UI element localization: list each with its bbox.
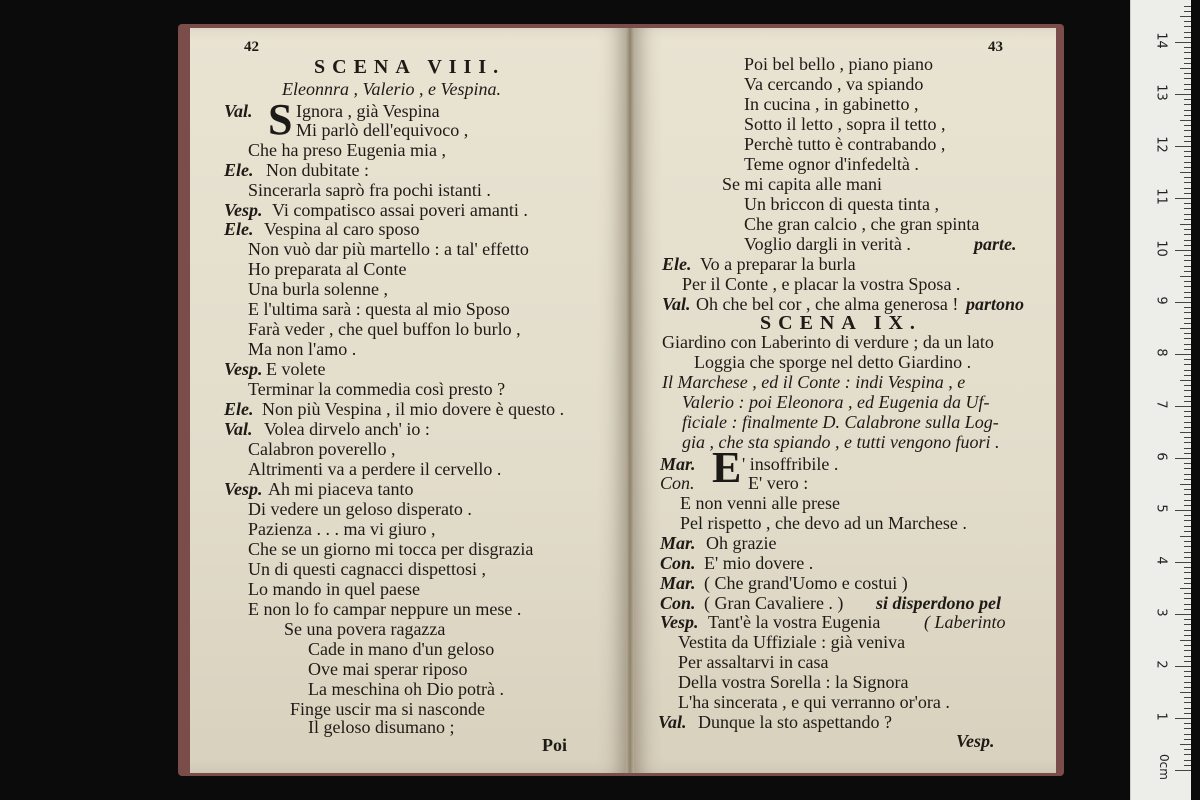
ruler-tick bbox=[1184, 99, 1191, 100]
stage-direction: gia , che sta spiando , e tutti vengono fuori . bbox=[682, 432, 1000, 452]
ruler-tick bbox=[1184, 390, 1191, 391]
ruler-tick bbox=[1175, 458, 1191, 459]
ruler-tick bbox=[1184, 630, 1191, 631]
ruler-tick bbox=[1184, 687, 1191, 688]
ruler-tick bbox=[1184, 240, 1191, 241]
ruler-tick bbox=[1184, 676, 1191, 677]
stage-aside: ( Laberinto bbox=[924, 612, 1006, 632]
verse-line: Sincerarla saprò fra pochi istanti . bbox=[248, 180, 491, 200]
speaker: Con. bbox=[660, 473, 695, 493]
book-gutter bbox=[626, 28, 634, 773]
verse-line: Non vuò dar più martello : a tal' effetto bbox=[248, 239, 529, 259]
ruler-number: 14 bbox=[1153, 32, 1169, 49]
ruler-tick bbox=[1184, 260, 1191, 261]
ruler-tick bbox=[1184, 323, 1191, 324]
speaker: Con. bbox=[660, 593, 696, 613]
ruler-tick bbox=[1184, 619, 1191, 620]
page-number-left: 42 bbox=[244, 39, 259, 55]
ruler-tick bbox=[1184, 427, 1191, 428]
ruler-tick bbox=[1184, 21, 1191, 22]
verse-line: Ho preparata al Conte bbox=[248, 259, 407, 279]
ruler-tick bbox=[1175, 510, 1191, 511]
ruler-tick bbox=[1184, 598, 1191, 599]
ruler-tick bbox=[1184, 552, 1191, 553]
ruler-tick bbox=[1184, 734, 1191, 735]
ruler-tick bbox=[1184, 546, 1191, 547]
aria-line: Perchè tutto è contrabando , bbox=[744, 134, 946, 154]
ruler-tick bbox=[1175, 42, 1191, 43]
ruler-tick bbox=[1184, 203, 1191, 204]
ruler-tick bbox=[1180, 16, 1191, 17]
ruler-tick bbox=[1184, 635, 1191, 636]
verse-line: Oh che bel cor , che alma generosa ! bbox=[696, 294, 959, 314]
scene-characters: Eleonnra , Valerio , e Vespina. bbox=[282, 79, 501, 99]
aria-line: Cade in mano d'un geloso bbox=[308, 639, 495, 659]
ruler-tick bbox=[1184, 89, 1191, 90]
ruler-tick bbox=[1184, 411, 1191, 412]
ruler-tick bbox=[1184, 11, 1191, 12]
ruler-tick bbox=[1184, 219, 1191, 220]
ruler-tick bbox=[1184, 531, 1191, 532]
verse-line: Pel rispetto , che devo ad un Marchese . bbox=[680, 513, 967, 533]
ruler-tick bbox=[1180, 744, 1191, 745]
scene-heading-ix: SCENA IX. bbox=[760, 312, 922, 334]
ruler-tick bbox=[1180, 276, 1191, 277]
ruler-tick bbox=[1184, 151, 1191, 152]
ruler-tick bbox=[1175, 198, 1191, 199]
speaker: Vesp. bbox=[224, 359, 263, 379]
ruler-tick bbox=[1175, 406, 1191, 407]
speaker: Vesp. bbox=[660, 612, 699, 632]
stage-direction: Il Marchese , ed il Conte : indi Vespina , e bbox=[662, 372, 966, 392]
ruler-tick bbox=[1184, 307, 1191, 308]
aria-line: Se mi capita alle mani bbox=[722, 174, 882, 194]
ruler-tick bbox=[1184, 583, 1191, 584]
stage-direction: ficiale : finalmente D. Calabrone sulla Log- bbox=[682, 412, 999, 432]
ruler-tick bbox=[1184, 375, 1191, 376]
measuring-ruler bbox=[1130, 0, 1191, 800]
ruler-tick bbox=[1184, 500, 1191, 501]
ruler-tick bbox=[1184, 182, 1191, 183]
drop-cap-e: E bbox=[712, 443, 742, 492]
speaker: Vesp. bbox=[224, 200, 263, 220]
verse-line: Terminar la commedia così presto ? bbox=[248, 379, 506, 399]
ruler-tick bbox=[1184, 281, 1191, 282]
ruler-tick bbox=[1180, 536, 1191, 537]
ruler-number bbox=[1154, 0, 1169, 1]
ruler-number: 5 bbox=[1153, 504, 1169, 513]
ruler-tick bbox=[1184, 728, 1191, 729]
ruler-tick bbox=[1184, 52, 1191, 53]
ruler-tick bbox=[1180, 484, 1191, 485]
ruler-tick bbox=[1175, 770, 1191, 771]
ruler-number: 10 bbox=[1153, 240, 1169, 257]
ruler-tick bbox=[1184, 271, 1191, 272]
ruler-tick bbox=[1184, 130, 1191, 131]
ruler-tick bbox=[1184, 125, 1191, 126]
ruler-tick bbox=[1184, 333, 1191, 334]
aria-line: Sotto il letto , sopra il tetto , bbox=[744, 114, 946, 134]
speaker: Val. bbox=[658, 712, 687, 732]
ruler-number: 11 bbox=[1153, 188, 1169, 205]
ruler-tick bbox=[1184, 141, 1191, 142]
ruler-tick bbox=[1180, 432, 1191, 433]
verse-line: Volea dirvelo anch' io : bbox=[264, 419, 430, 439]
ruler-tick bbox=[1184, 234, 1191, 235]
verse-line: Dunque la sto aspettando ? bbox=[698, 712, 892, 732]
ruler-number: 7 bbox=[1153, 400, 1169, 409]
scene-setting: Giardino con Laberinto di verdure ; da un lato bbox=[662, 332, 994, 352]
ruler-tick bbox=[1184, 115, 1191, 116]
ruler-tick bbox=[1184, 765, 1191, 766]
ruler-tick bbox=[1175, 94, 1191, 95]
ruler-tick bbox=[1184, 754, 1191, 755]
verse-line: Vespina al caro sposo bbox=[264, 219, 420, 239]
ruler-tick bbox=[1184, 708, 1191, 709]
page-number-right: 43 bbox=[988, 39, 1003, 55]
ruler-tick bbox=[1184, 193, 1191, 194]
aria-line: La meschina oh Dio potrà . bbox=[308, 679, 504, 699]
ruler-tick bbox=[1184, 520, 1191, 521]
aria-line: Che gran calcio , che gran spinta bbox=[744, 214, 980, 234]
ruler-number: 8 bbox=[1153, 348, 1169, 357]
ruler-tick bbox=[1184, 650, 1191, 651]
ruler-number: 1 bbox=[1153, 712, 1169, 721]
verse-line: Vo a preparar la burla bbox=[700, 254, 856, 274]
speaker: Mar. bbox=[660, 454, 696, 474]
ruler-tick bbox=[1184, 661, 1191, 662]
ruler-tick bbox=[1184, 479, 1191, 480]
ruler-tick bbox=[1184, 37, 1191, 38]
verse-line: Mi parlò dell'equivoco , bbox=[296, 120, 469, 140]
ruler-tick bbox=[1184, 489, 1191, 490]
ruler-tick bbox=[1184, 526, 1191, 527]
ruler-tick bbox=[1184, 723, 1191, 724]
ruler-unit-label: 0cm bbox=[1157, 754, 1171, 780]
ruler-tick bbox=[1180, 692, 1191, 693]
ruler-tick bbox=[1184, 297, 1191, 298]
ruler-tick bbox=[1184, 63, 1191, 64]
ruler-tick bbox=[1184, 266, 1191, 267]
ruler-tick bbox=[1184, 702, 1191, 703]
ruler-tick bbox=[1175, 146, 1191, 147]
verse-line: Non dubitate : bbox=[266, 160, 369, 180]
verse-line: Ma non l'amo . bbox=[248, 339, 357, 359]
ruler-tick bbox=[1184, 453, 1191, 454]
ruler-tick bbox=[1184, 6, 1191, 7]
ruler-number: 2 bbox=[1153, 660, 1169, 669]
ruler-tick bbox=[1180, 172, 1191, 173]
aria-line: In cucina , in gabinetto , bbox=[744, 94, 919, 114]
ruler-tick bbox=[1175, 562, 1191, 563]
ruler-tick bbox=[1184, 110, 1191, 111]
verse-line: Ah mi piaceva tanto bbox=[268, 479, 414, 499]
aria-line: Voglio dargli in verità . bbox=[744, 234, 911, 254]
speaker: Ele. bbox=[662, 254, 692, 274]
ruler-tick bbox=[1184, 214, 1191, 215]
ruler-tick bbox=[1184, 385, 1191, 386]
drop-cap-s: S bbox=[268, 95, 293, 144]
verse-line: E volete bbox=[266, 359, 326, 379]
ruler-tick bbox=[1184, 645, 1191, 646]
ruler-tick bbox=[1184, 448, 1191, 449]
ruler-tick bbox=[1184, 156, 1191, 157]
verse-line: Una burla solenne , bbox=[248, 279, 388, 299]
ruler-tick bbox=[1180, 380, 1191, 381]
verse-line: Vestita da Uffiziale : già veniva bbox=[678, 632, 906, 652]
ruler-tick bbox=[1184, 505, 1191, 506]
verse-line: E' vero : bbox=[748, 473, 809, 493]
ruler-tick bbox=[1175, 354, 1191, 355]
verse-line: Lo mando in quel paese bbox=[248, 579, 420, 599]
verse-line: Calabron poverello , bbox=[248, 439, 396, 459]
ruler-tick bbox=[1184, 760, 1191, 761]
ruler-tick bbox=[1180, 224, 1191, 225]
speaker: Con. bbox=[660, 553, 696, 573]
ruler-tick bbox=[1184, 396, 1191, 397]
ruler-tick bbox=[1180, 640, 1191, 641]
ruler-tick bbox=[1184, 104, 1191, 105]
verse-line: Di vedere un geloso disperato . bbox=[248, 499, 472, 519]
verse-line: Per il Conte , e placar la vostra Sposa . bbox=[682, 274, 961, 294]
ruler-number: 12 bbox=[1153, 136, 1169, 153]
speaker: Val. bbox=[224, 419, 253, 439]
aria-line: Un briccon di questa tinta , bbox=[744, 194, 939, 214]
speaker: Ele. bbox=[224, 219, 254, 239]
verse-line: E' mio dovere . bbox=[704, 553, 814, 573]
ruler-tick bbox=[1184, 136, 1191, 137]
aria-line: Va cercando , va spiando bbox=[744, 74, 924, 94]
ruler-tick bbox=[1180, 328, 1191, 329]
ruler-tick bbox=[1184, 177, 1191, 178]
ruler-tick bbox=[1184, 624, 1191, 625]
verse-line: Altrimenti va a perdere il cervello . bbox=[248, 459, 502, 479]
verse-line: Della vostra Sorella : la Signora bbox=[678, 672, 909, 692]
verse-line: L'ha sincerata , e qui verranno or'ora . bbox=[678, 692, 950, 712]
aria-line: Poi bel bello , piano piano bbox=[744, 54, 933, 74]
ruler-tick bbox=[1184, 370, 1191, 371]
ruler-tick bbox=[1184, 349, 1191, 350]
ruler-tick bbox=[1184, 73, 1191, 74]
verse-line: Che se un giorno mi tocca per disgrazia bbox=[248, 539, 534, 559]
verse-line: Vi compatisco assai poveri amanti . bbox=[272, 200, 528, 220]
ruler-tick bbox=[1184, 416, 1191, 417]
ruler-tick bbox=[1184, 401, 1191, 402]
catchword-left: Poi bbox=[542, 735, 567, 755]
verse-line: Che ha preso Eugenia mia , bbox=[248, 140, 446, 160]
ruler-tick bbox=[1175, 666, 1191, 667]
ruler-tick bbox=[1184, 474, 1191, 475]
ruler-tick bbox=[1184, 229, 1191, 230]
speaker: Vesp. bbox=[224, 479, 263, 499]
ruler-tick bbox=[1184, 255, 1191, 256]
ruler-tick bbox=[1184, 318, 1191, 319]
ruler-number: 6 bbox=[1153, 452, 1169, 461]
ruler-number: 13 bbox=[1153, 84, 1169, 101]
ruler-tick bbox=[1184, 78, 1191, 79]
ruler-tick bbox=[1184, 286, 1191, 287]
verse-line: Pazienza . . . ma vi giuro , bbox=[248, 519, 436, 539]
verse-line: Non più Vespina , il mio dovere è questo . bbox=[262, 399, 565, 419]
speaker: Ele. bbox=[224, 160, 254, 180]
speaker: Mar. bbox=[660, 573, 696, 593]
stage-exit: partono bbox=[966, 294, 1025, 314]
ruler-tick bbox=[1175, 718, 1191, 719]
ruler-tick bbox=[1184, 188, 1191, 189]
ruler-tick bbox=[1184, 359, 1191, 360]
stage-direction: Valerio : poi Eleonora , ed Eugenia da Uf- bbox=[682, 392, 990, 412]
ruler-tick bbox=[1184, 463, 1191, 464]
aria-line: Finge uscir ma si nasconde bbox=[290, 699, 485, 719]
ruler-tick bbox=[1184, 26, 1191, 27]
ruler-tick bbox=[1175, 614, 1191, 615]
verse-line: Farà veder , che quel buffon lo burlo , bbox=[248, 319, 521, 339]
ruler-tick bbox=[1184, 364, 1191, 365]
catchword-right: Vesp. bbox=[956, 731, 995, 751]
verse-line: ( Gran Cavaliere . ) bbox=[704, 593, 844, 613]
ruler-tick bbox=[1184, 541, 1191, 542]
ruler-tick bbox=[1184, 739, 1191, 740]
ruler-tick bbox=[1184, 344, 1191, 345]
ruler-tick bbox=[1184, 494, 1191, 495]
ruler-tick bbox=[1184, 609, 1191, 610]
aria-line: Il geloso disumano ; bbox=[308, 717, 455, 737]
ruler-tick bbox=[1184, 682, 1191, 683]
scene-heading-viii: SCENA VIII. bbox=[314, 56, 506, 78]
ruler-tick bbox=[1184, 47, 1191, 48]
ruler-tick bbox=[1184, 697, 1191, 698]
ruler-tick bbox=[1184, 557, 1191, 558]
verse-line: Un di questi cagnacci dispettosi , bbox=[248, 559, 486, 579]
aria-line: Se una povera ragazza bbox=[284, 619, 446, 639]
ruler-tick bbox=[1184, 167, 1191, 168]
ruler-tick bbox=[1184, 162, 1191, 163]
ruler-tick bbox=[1184, 32, 1191, 33]
ruler-tick bbox=[1184, 572, 1191, 573]
ruler-tick bbox=[1184, 312, 1191, 313]
verse-line: ' insoffribile . bbox=[742, 454, 839, 474]
ruler-tick bbox=[1184, 58, 1191, 59]
speaker: Val. bbox=[662, 294, 691, 314]
ruler-tick bbox=[1184, 578, 1191, 579]
ruler-tick bbox=[1184, 468, 1191, 469]
ruler-tick bbox=[1184, 604, 1191, 605]
ruler-tick bbox=[1184, 338, 1191, 339]
ruler-tick bbox=[1184, 671, 1191, 672]
verse-line: Ignora , già Vespina bbox=[296, 101, 440, 121]
ruler-tick bbox=[1184, 442, 1191, 443]
stage-exit: parte. bbox=[974, 234, 1017, 254]
verse-line: E l'ultima sarà : questa al mio Sposo bbox=[248, 299, 510, 319]
speaker: Val. bbox=[224, 101, 253, 121]
ruler-tick bbox=[1184, 593, 1191, 594]
ruler-tick bbox=[1180, 588, 1191, 589]
ruler-tick bbox=[1180, 120, 1191, 121]
ruler-tick bbox=[1184, 422, 1191, 423]
verse-line: Tant'è la vostra Eugenia bbox=[708, 612, 881, 632]
ruler-number: 4 bbox=[1153, 556, 1169, 565]
ruler-tick bbox=[1180, 68, 1191, 69]
verse-line: ( Che grand'Uomo e costui ) bbox=[704, 573, 908, 593]
ruler-tick bbox=[1184, 437, 1191, 438]
ruler-tick bbox=[1175, 302, 1191, 303]
ruler-tick bbox=[1184, 749, 1191, 750]
verse-line: E non lo fo campar neppure un mese . bbox=[248, 599, 522, 619]
ruler-tick bbox=[1184, 567, 1191, 568]
ruler-number: 9 bbox=[1153, 296, 1169, 305]
ruler-tick bbox=[1184, 515, 1191, 516]
speaker: Ele. bbox=[224, 399, 254, 419]
scene-setting: Loggia che sporge nel detto Giardino . bbox=[694, 352, 972, 372]
speaker: Mar. bbox=[660, 533, 696, 553]
ruler-tick bbox=[1184, 208, 1191, 209]
aria-line: Teme ognor d'infedeltà . bbox=[744, 154, 919, 174]
ruler-tick bbox=[1184, 292, 1191, 293]
aria-line: Ove mai sperar riposo bbox=[308, 659, 468, 679]
stage-aside: si disperdono pel bbox=[876, 593, 1002, 613]
ruler-tick bbox=[1184, 245, 1191, 246]
verse-line: Per assaltarvi in casa bbox=[678, 652, 829, 672]
verse-line: Oh grazie bbox=[706, 533, 777, 553]
ruler-number: 3 bbox=[1153, 608, 1169, 617]
ruler-tick bbox=[1184, 713, 1191, 714]
verse-line: E non venni alle prese bbox=[680, 493, 840, 513]
ruler-tick bbox=[1184, 656, 1191, 657]
ruler-tick bbox=[1175, 250, 1191, 251]
ruler-tick bbox=[1184, 84, 1191, 85]
